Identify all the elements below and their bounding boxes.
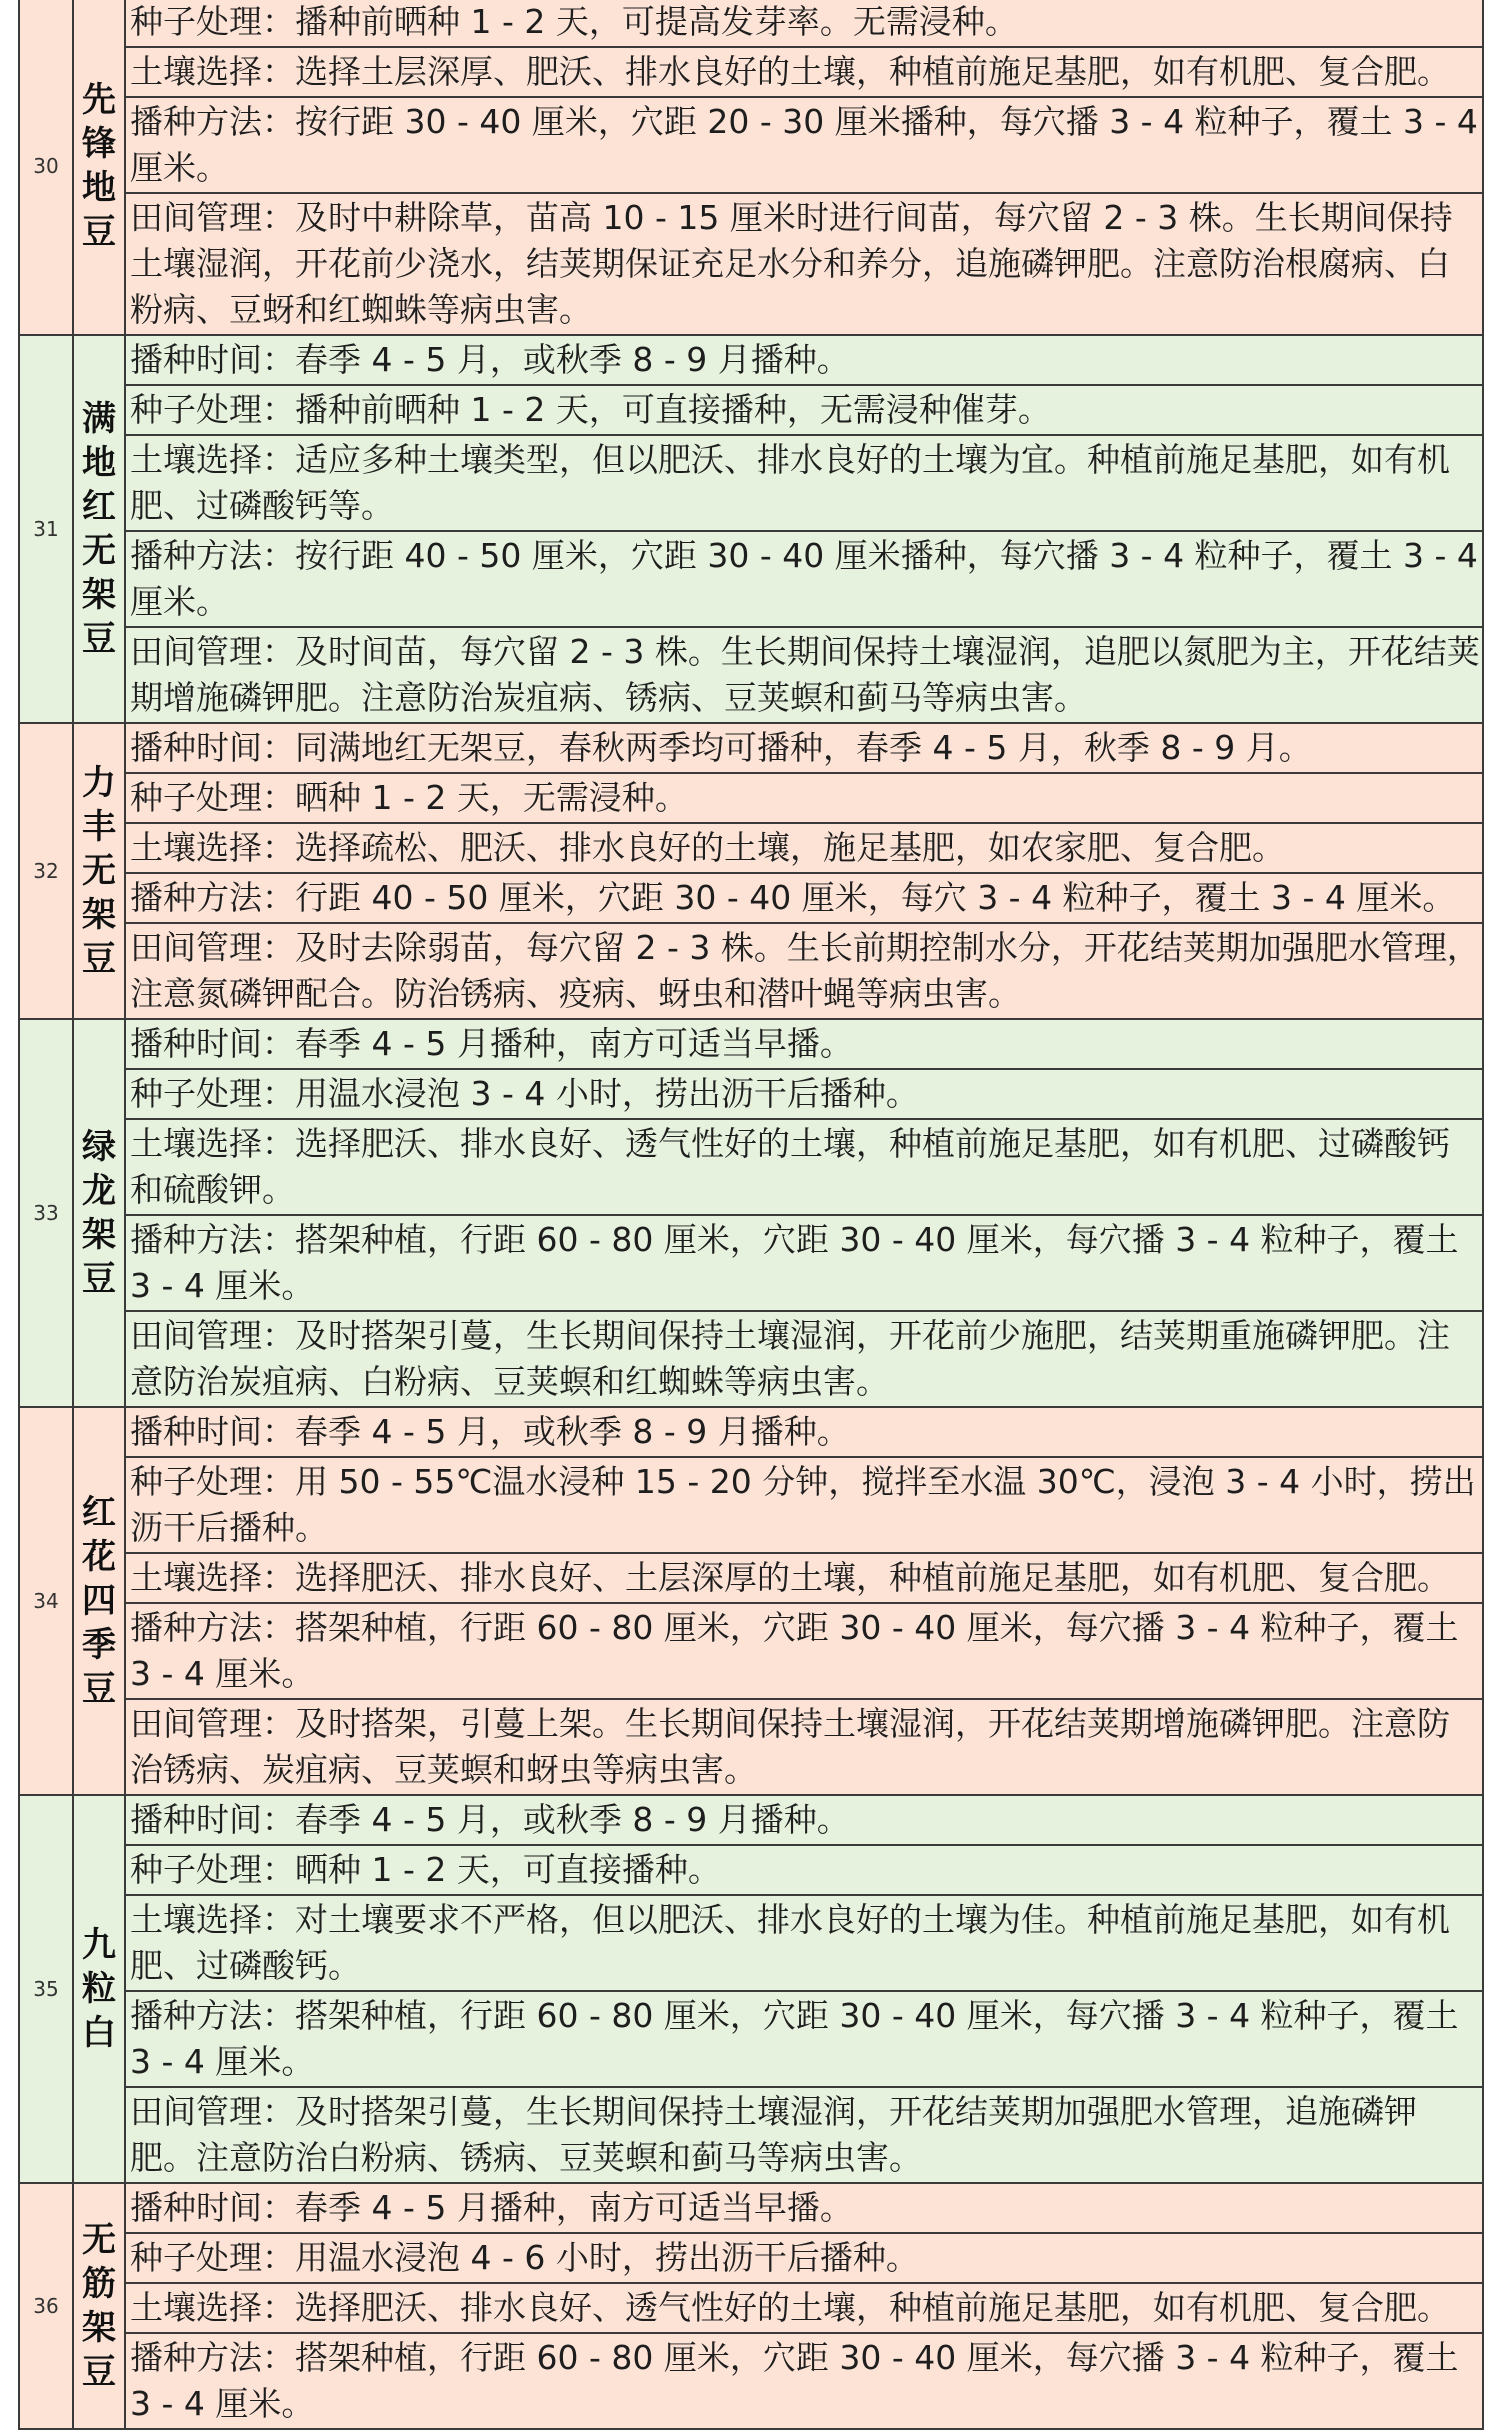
table-row [19,2087,1483,2183]
table-row [19,1699,1483,1795]
table-row [19,1069,1483,1119]
table-row [19,1991,1483,2087]
table-row [19,873,1483,923]
table-row [19,435,1483,531]
variety-group [19,1019,1483,1407]
soil-selection-cell: 土壤选择：选择肥沃、排水良好、土层深厚的土壤，种植前施足基肥，如有机肥、复合肥。 [125,1553,1483,1603]
table-row [19,1407,1483,1457]
table-row [19,773,1483,823]
sowing-time-cell: 播种时间：春季 4 - 5 月，或秋季 8 - 9 月播种。 [125,1407,1483,1457]
row-number: 34 [19,1407,73,1795]
table-row [19,1895,1483,1991]
seed-treatment-cell: 种子处理：用 50 - 55℃温水浸种 15 - 20 分钟，搅拌至水温 30℃，浸泡 3 - 4 小时，捞出沥干后播种。 [125,1457,1483,1553]
table-row [19,385,1483,435]
table-row [19,1845,1483,1895]
soil-selection-cell: 土壤选择：适应多种土壤类型，但以肥沃、排水良好的土壤为宜。种植前施足基肥，如有机肥、过磷酸钙等。 [125,435,1483,531]
table-row [19,1603,1483,1699]
table-row [19,1457,1483,1553]
table-row [19,2233,1483,2283]
row-number: 36 [19,2183,73,2429]
row-number: 32 [19,723,73,1019]
table-row [19,335,1483,385]
field-management-cell: 田间管理：及时去除弱苗，每穴留 2 - 3 株。生长前期控制水分，开花结荚期加强肥水管理，注意氮磷钾配合。防治锈病、疫病、蚜虫和潜叶蝇等病虫害。 [125,923,1483,1019]
variety-group [19,335,1483,723]
row-number: 31 [19,335,73,723]
soil-selection-cell: 土壤选择：选择疏松、肥沃、排水良好的土壤，施足基肥，如农家肥、复合肥。 [125,823,1483,873]
sowing-time-cell: 播种时间：春季 4 - 5 月播种，南方可适当早播。 [125,2183,1483,2233]
table-row [19,193,1483,335]
table-row [19,97,1483,193]
variety-group [19,1407,1483,1795]
sowing-time-cell: 播种时间：春季 4 - 5 月，或秋季 8 - 9 月播种。 [125,1795,1483,1845]
sowing-time-cell: 播种时间：春季 4 - 5 月播种，南方可适当早播。 [125,1019,1483,1069]
variety-name: 九粒白 [73,1795,125,2183]
variety-name: 绿龙架豆 [73,1019,125,1407]
table-row [19,723,1483,773]
variety-name: 力丰无架豆 [73,723,125,1019]
table-row [19,1311,1483,1407]
table-row [19,531,1483,627]
variety-name: 红花四季豆 [73,1407,125,1795]
variety-group [19,1795,1483,2183]
table-row [19,47,1483,97]
table-row [19,823,1483,873]
table-row [19,923,1483,1019]
row-number: 35 [19,1795,73,2183]
soil-selection-cell: 土壤选择：选择土层深厚、肥沃、排水良好的土壤，种植前施足基肥，如有机肥、复合肥。 [125,47,1483,97]
variety-group [19,723,1483,1019]
table-row [19,1119,1483,1215]
sowing-time-cell: 播种时间：春季 4 - 5 月，或秋季 8 - 9 月播种。 [125,335,1483,385]
seed-treatment-cell: 种子处理：用温水浸泡 4 - 6 小时，捞出沥干后播种。 [125,2233,1483,2283]
seed-treatment-cell: 种子处理：晒种 1 - 2 天，无需浸种。 [125,773,1483,823]
variety-group [19,2183,1483,2429]
sowing-method-cell: 播种方法：搭架种植，行距 60 - 80 厘米，穴距 30 - 40 厘米，每穴播 3 - 4 粒种子，覆土 3 - 4 厘米。 [125,1215,1483,1311]
variety-name: 无筋架豆 [73,2183,125,2429]
soil-selection-cell: 土壤选择：选择肥沃、排水良好、透气性好的土壤，种植前施足基肥，如有机肥、复合肥。 [125,2283,1483,2333]
table-row [19,0,1483,47]
field-management-cell: 田间管理：及时搭架引蔓，生长期间保持土壤湿润，开花结荚期加强肥水管理，追施磷钾肥。注意防治白粉病、锈病、豆荚螟和蓟马等病虫害。 [125,2087,1483,2183]
sowing-method-cell: 播种方法：按行距 40 - 50 厘米，穴距 30 - 40 厘米播种，每穴播 3 - 4 粒种子，覆土 3 - 4 厘米。 [125,531,1483,627]
variety-group [19,0,1483,335]
field-management-cell: 田间管理：及时搭架引蔓，生长期间保持土壤湿润，开花前少施肥，结荚期重施磷钾肥。注意防治炭疽病、白粉病、豆荚螟和红蜘蛛等病虫害。 [125,1311,1483,1407]
seed-treatment-cell: 种子处理：播种前晒种 1 - 2 天，可直接播种，无需浸种催芽。 [125,385,1483,435]
table-row [19,1553,1483,1603]
seed-treatment-cell: 种子处理：晒种 1 - 2 天，可直接播种。 [125,1845,1483,1895]
row-number: 30 [19,0,73,335]
sowing-method-cell: 播种方法：搭架种植，行距 60 - 80 厘米，穴距 30 - 40 厘米，每穴播 3 - 4 粒种子，覆土 3 - 4 厘米。 [125,1603,1483,1699]
table-row [19,2183,1483,2233]
table-row [19,1795,1483,1845]
variety-name: 先锋地豆 [73,0,125,335]
sowing-method-cell: 播种方法：行距 40 - 50 厘米，穴距 30 - 40 厘米，每穴 3 - 4 粒种子，覆土 3 - 4 厘米。 [125,873,1483,923]
seed-treatment-cell: 种子处理：播种前晒种 1 - 2 天，可提高发芽率。无需浸种。 [125,0,1483,47]
soil-selection-cell: 土壤选择：对土壤要求不严格，但以肥沃、排水良好的土壤为佳。种植前施足基肥，如有机肥、过磷酸钙。 [125,1895,1483,1991]
variety-name: 满地红无架豆 [73,335,125,723]
sowing-method-cell: 播种方法：搭架种植，行距 60 - 80 厘米，穴距 30 - 40 厘米，每穴播 3 - 4 粒种子，覆土 3 - 4 厘米。 [125,2333,1483,2429]
field-management-cell: 田间管理：及时中耕除草，苗高 10 - 15 厘米时进行间苗，每穴留 2 - 3 株。生长期间保持土壤湿润，开花前少浇水，结荚期保证充足水分和养分，追施磷钾肥。注意防治根腐病、白粉病、豆蚜和红蜘蛛等病虫害。 [125,193,1483,335]
table-row [19,1019,1483,1069]
sowing-method-cell: 播种方法：按行距 30 - 40 厘米，穴距 20 - 30 厘米播种，每穴播 3 - 4 粒种子，覆土 3 - 4 厘米。 [125,97,1483,193]
table-row [19,1215,1483,1311]
field-management-cell: 田间管理：及时搭架，引蔓上架。生长期间保持土壤湿润，开花结荚期增施磷钾肥。注意防治锈病、炭疽病、豆荚螟和蚜虫等病虫害。 [125,1699,1483,1795]
sowing-time-cell: 播种时间：同满地红无架豆，春秋两季均可播种，春季 4 - 5 月，秋季 8 - 9 月。 [125,723,1483,773]
sowing-method-cell: 播种方法：搭架种植，行距 60 - 80 厘米，穴距 30 - 40 厘米，每穴播 3 - 4 粒种子，覆土 3 - 4 厘米。 [125,1991,1483,2087]
table-row [19,627,1483,723]
planting-guide-table [18,0,1484,2430]
field-management-cell: 田间管理：及时间苗，每穴留 2 - 3 株。生长期间保持土壤湿润，追肥以氮肥为主，开花结荚期增施磷钾肥。注意防治炭疽病、锈病、豆荚螟和蓟马等病虫害。 [125,627,1483,723]
row-number: 33 [19,1019,73,1407]
table-row [19,2283,1483,2333]
seed-treatment-cell: 种子处理：用温水浸泡 3 - 4 小时，捞出沥干后播种。 [125,1069,1483,1119]
soil-selection-cell: 土壤选择：选择肥沃、排水良好、透气性好的土壤，种植前施足基肥，如有机肥、过磷酸钙和硫酸钾。 [125,1119,1483,1215]
table-row [19,2333,1483,2429]
